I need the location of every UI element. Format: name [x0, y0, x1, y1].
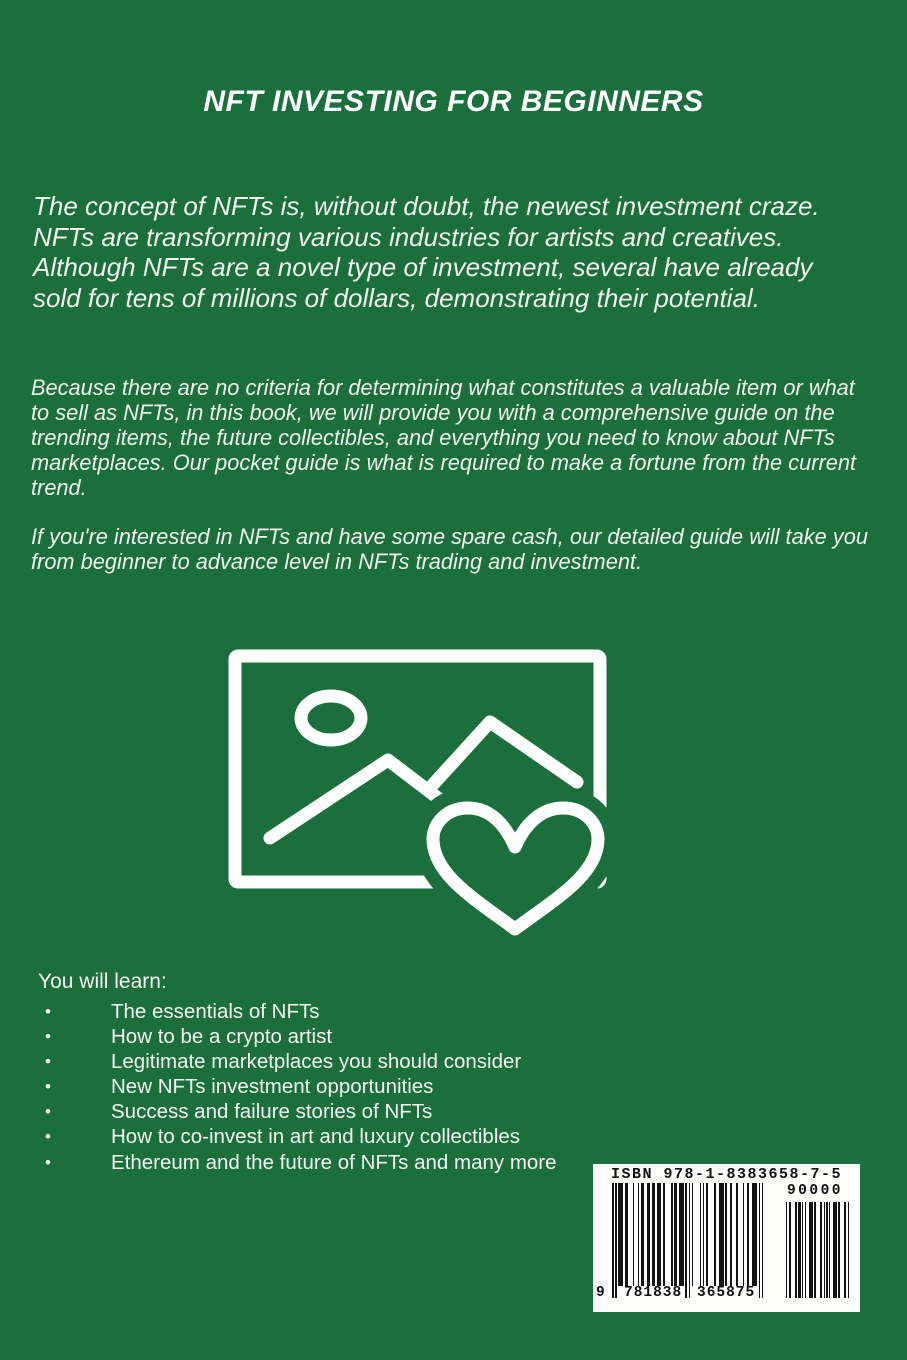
learn-list	[38, 999, 557, 1175]
large-mountain-icon	[428, 722, 577, 790]
barcode-panel	[593, 1164, 860, 1312]
list-item-text: Ethereum and the future of NFTs and many more	[111, 1150, 557, 1174]
list-item-text: How to be a crypto artist	[111, 1025, 333, 1049]
list-item-text: Success and failure stories of NFTs	[111, 1100, 433, 1124]
list-item-text: How to co-invest in art and luxury collectibles	[111, 1125, 521, 1149]
bullet-icon: •	[45, 1002, 51, 1021]
list-item	[38, 1049, 557, 1074]
list-item	[38, 1150, 557, 1175]
learn-heading: You will learn:	[38, 970, 167, 993]
bullet-icon: •	[45, 1127, 51, 1147]
bullet-icon: •	[45, 1102, 51, 1122]
bullet-icon: •	[45, 1077, 51, 1097]
list-item	[38, 1074, 557, 1099]
sun-icon	[301, 696, 361, 740]
barcode-addon-number: 90000	[786, 1183, 843, 1199]
heart-halo	[433, 808, 598, 929]
blurb-paragraph-2: Because there are no criteria for determining what constitutes a valuable item or what to sell as NFTs, in this book, we will provide you with a comprehensive guide on the trending items, the future collectibles, and everything you need to know about NFTs marketplaces. Our pocket guide is what is required to make a fortune from the current trend.	[31, 375, 857, 500]
bullet-icon: •	[45, 1152, 51, 1172]
bullet-icon: •	[45, 1052, 51, 1072]
ean-digit-group: 365875	[697, 1285, 756, 1301]
blurb-paragraph-3: If you're interested in NFTs and have some spare cash, our detailed guide will take you from beginner to advance level in NFTs trading and investment.	[31, 524, 868, 574]
ean-digit-group: 781838	[624, 1285, 683, 1301]
list-item-text: Legitimate marketplaces you should consider	[111, 1050, 522, 1074]
book-title: NFT INVESTING FOR BEGINNERS	[203, 85, 704, 118]
isbn-label: ISBN 978-1-8383658-7-5	[610, 1166, 843, 1183]
list-item	[38, 1099, 557, 1124]
picture-with-heart-icon	[225, 640, 615, 950]
ean5-addon-barcode	[786, 1202, 849, 1298]
list-item-text: The essentials of NFTs	[111, 1000, 320, 1023]
ean13-barcode	[612, 1183, 763, 1298]
list-item	[38, 1124, 557, 1149]
blurb-paragraph-1: The concept of NFTs is, without doubt, the newest investment craze. NFTs are transforming various industries for artists and creatives. Although NFTs are a novel type of investment, several have already sold for tens of millions of dollars, demonstrating their potential.	[33, 191, 820, 313]
learn-section	[38, 969, 557, 1175]
list-item	[38, 1024, 557, 1049]
list-item-text: New NFTs investment opportunities	[111, 1075, 434, 1099]
bullet-icon: •	[45, 1027, 51, 1047]
list-item	[38, 999, 557, 1024]
ean-digit-group: 9	[596, 1285, 606, 1301]
